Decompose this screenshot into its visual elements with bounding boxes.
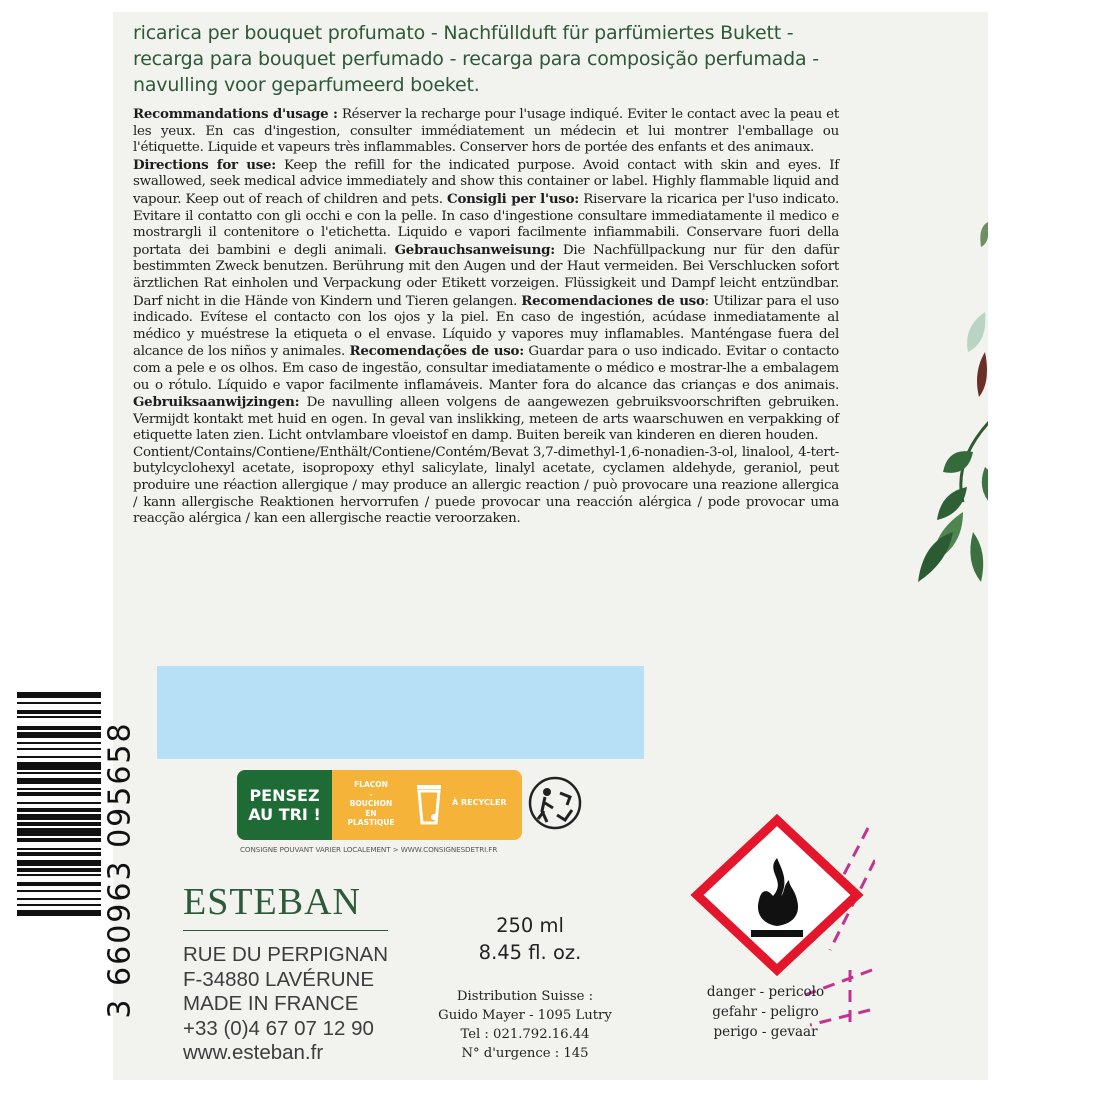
bouchon-label: BOUCHON <box>349 799 393 808</box>
distribution-info <box>425 987 625 1063</box>
barcode-bar <box>17 874 101 876</box>
usage-text-es: : Utilizar para el uso indicado. Evítese el contacto con los ojos y la piel. En caso de ingestión, acúdase inmediatamente al médico y muéstrese la etiqueta o el envase. Líquido y vapores muy inflamables. Manténgase fuera del alcance de los niños y animales. <box>133 293 839 360</box>
product-title <box>133 20 873 98</box>
volume-floz: 8.45 fl. oz. <box>478 941 582 964</box>
usage-instructions <box>133 106 839 528</box>
website: www.esteban.fr <box>183 1041 324 1064</box>
dist-line: N° d'urgence : 145 <box>461 1046 589 1061</box>
barcode-bar <box>17 838 101 842</box>
danger-word-line: gefahr - peligro <box>712 1004 819 1020</box>
title-line: recarga para bouquet perfumado - recarga para composição perfumada - <box>133 48 819 70</box>
dist-line: Tel : 021.792.16.44 <box>460 1027 590 1042</box>
barcode-bar <box>17 742 101 744</box>
usage-text-de: Die Nachfüllpackung nur für den dafür bestimmten Zweck benutzen. Berührung mit den Augen und der Haut vermeiden. Bei Verschlucken sofort ärztlichen Rat einholen und Verpackung oder Etikett vorzeigen. Flüssigkeit und Dampf leicht entzündbar. Darf nicht in die Hände von Kindern und Tieren gelangen. <box>133 242 840 309</box>
recycling-bin-icon <box>414 779 444 829</box>
bouchon-label: EN <box>365 808 377 818</box>
title-line: ricarica per bouquet profumato - Nachfüllduft für parfümiertes Bukett - <box>133 22 794 44</box>
usage-text-en: Keep the refill for the indicated purpose. Avoid contact with skin and eyes. If swallowed, seek medical advice immediately and show this container or label. Highly flammable liquid and vapour. Keep out of reach of children and pets. <box>133 157 839 207</box>
flacon-label: FLACON <box>354 780 388 789</box>
separator-dash: - <box>369 789 373 799</box>
usage-text-fr: Réserver la recharge pour l'usage indiqué. Eviter le contact avec la peau et les yeux. En cas d'ingestion, consulter immédiatement un médecin et lui montrer l'emballage ou l'étiquette. Liquide et vapeurs très inflammables. Conserver hors de portée des enfants et des animaux. <box>133 107 839 156</box>
barcode-bar <box>17 814 101 820</box>
bouchon-label: PLASTIQUE <box>347 818 395 827</box>
dist-line: Guido Mayer - 1095 Lutry <box>438 1008 612 1023</box>
danger-signal-words <box>683 982 848 1042</box>
brand-logo: ESTEBAN <box>183 881 361 923</box>
barcode-digits-text: 3 660963 095658 <box>102 721 138 1019</box>
pensez-line: PENSEZ <box>249 786 320 805</box>
recycling-instructions-box <box>332 770 522 840</box>
usage-text-nl: De navulling alleen volgens de aangewezen gebruiksvoorschriften gebruiken. Vermijdt kontakt met huid en ogen. In geval van inslikking, meteen de arts waarschuwen en verpakking of etiquette laten zien. Licht ontvlambare vloeistof en damp. Buiten bereik van kinderen en dieren houden. <box>133 395 839 444</box>
usage-heading-es: Recomendaciones de uso <box>521 292 705 309</box>
pensez-line: AU TRI ! <box>248 805 321 824</box>
address-line: RUE DU PERPIGNAN <box>183 943 389 966</box>
packaging-parts <box>340 780 402 828</box>
title-line: navulling voor geparfumeerd boeket. <box>133 74 480 96</box>
brand-underline <box>183 930 388 931</box>
usage-heading-nl: Gebruiksaanwijzingen: <box>133 394 300 411</box>
barcode-bar <box>17 692 101 698</box>
barcode-bar <box>17 716 101 718</box>
ingredients-text: Contient/Contains/Contiene/Enthält/Contiene/Contém/Bevat 3,7-dimethyl-1,6-nonadien-3-ol, linalool, 4-tert-butylcyclohexyl acetate, isopropoxy ethyl salicylate, linalyl acetate, cyclamen aldehyde, geraniol, peut produire une réaction allergique / may produce an allergic reaction / può provocare una reazione allergica / kann allergische Reaktionen hervorrufen / puede provocar una reacción alérgica / pode provocar uma reacção alérgica / kan een allergische reactie veroorzaken. <box>133 444 839 527</box>
barcode-bar <box>17 808 101 812</box>
danger-word-line: danger - pericolo <box>706 984 825 1000</box>
barcode-bar <box>17 868 101 872</box>
barcode-bar <box>17 772 101 774</box>
usage-heading-en: Directions for use: <box>133 156 276 173</box>
usage-heading-pt: Recomendações de uso: <box>349 343 524 360</box>
usage-text-pt: Guardar para o uso indicado. Evitar o contacto com a pele e os olhos. Em caso de ingestão, consultar imediatamente o médico e mostrar-lhe a embalagem ou o rótulo. Líquido e vapor facilmente inflamáveis. Manter fora do alcance das crianças e dos animais. <box>133 344 839 393</box>
usage-text-it: Riservare la ricarica per l'uso indicato. Evitare il contatto con gli occhi e con la pelle. In caso d'ingestione consultare immediatamente il medico e mostrargli il contenitore o l'etichetta. Liquido e vapori facilmente infiammabili. Conservare fuori della portata dei bambini e degli animali. <box>133 191 840 258</box>
recycling-info <box>237 765 527 850</box>
color-swatch-box <box>157 666 644 759</box>
barcode-bar <box>17 802 101 804</box>
barcode-bar <box>17 882 101 886</box>
barcode-bar <box>17 792 101 796</box>
barcode-bar <box>17 904 101 906</box>
dist-line: Distribution Suisse : <box>456 989 594 1004</box>
barcode-bar <box>17 890 101 892</box>
recycling-disclaimer: CONSIGNE POUVANT VARIER LOCALEMENT > WWW.CONSIGNESDETRI.FR <box>240 845 498 854</box>
barcode-bar <box>17 788 101 790</box>
barcode-bar <box>17 828 101 836</box>
recycle-label: À RECYCLER <box>452 798 507 807</box>
usage-heading-it: Consigli per l'uso: <box>447 190 579 207</box>
pensez-au-tri-badge <box>237 770 332 840</box>
barcode-number <box>103 700 137 1040</box>
volume-ml: 250 ml <box>496 914 564 937</box>
leaf-decoration <box>893 202 988 622</box>
flammable-hazard-pictogram <box>677 810 877 980</box>
brand-address <box>183 943 398 1066</box>
barcode-bar <box>17 748 101 750</box>
triman-icon <box>527 775 583 831</box>
barcode-bar <box>17 852 101 856</box>
usage-heading-de: Gebrauchsanweisung: <box>394 241 555 258</box>
barcode-bar <box>17 702 101 704</box>
barcode-bar <box>17 726 101 730</box>
barcode-bar <box>17 710 101 714</box>
volume <box>455 912 605 966</box>
address-line: F-34880 LAVÉRUNE <box>183 967 375 991</box>
barcode-bar <box>17 860 101 866</box>
barcode-bar <box>17 756 101 758</box>
barcode-bar <box>17 848 101 850</box>
barcode-bar <box>17 778 101 784</box>
danger-word-line: perigo - gevaar <box>713 1024 818 1040</box>
address-line: +33 (0)4 67 07 12 90 <box>183 1016 374 1040</box>
address-line: MADE IN FRANCE <box>183 992 359 1015</box>
barcode-bar <box>17 910 101 916</box>
barcode-bar <box>17 822 101 826</box>
barcode-bar <box>17 732 101 738</box>
barcode-bar <box>17 762 101 770</box>
barcode-bar <box>17 898 101 900</box>
usage-heading-fr: Recommandations d'usage : <box>133 106 338 122</box>
